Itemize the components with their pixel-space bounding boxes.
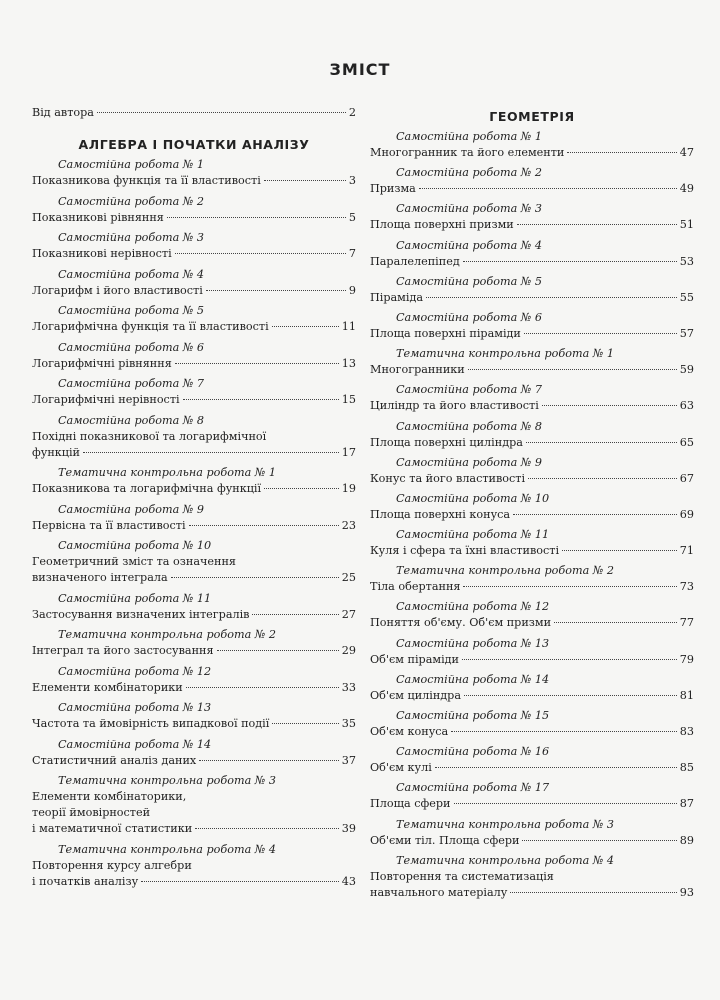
work-heading: Тематична контрольна робота № 4 (58, 842, 277, 856)
entry-line (32, 481, 356, 497)
toc-entry[interactable] (370, 129, 694, 161)
dot-leader (562, 550, 677, 551)
dot-leader (464, 695, 677, 696)
toc-entry[interactable] (370, 165, 694, 197)
work-heading: Самостійна робота № 5 (58, 304, 205, 317)
toc-entry[interactable] (370, 817, 694, 849)
entry-line (370, 652, 694, 668)
page-number: 25 (341, 571, 356, 584)
dot-leader (463, 586, 676, 587)
entry-line (370, 724, 694, 740)
dot-leader (522, 840, 676, 841)
dot-leader (435, 767, 677, 768)
entry-line (370, 796, 694, 812)
toc-entry[interactable] (370, 599, 694, 631)
entry-line (32, 570, 356, 586)
entry-line (32, 607, 356, 623)
dot-leader (97, 112, 346, 113)
section-title-algebra: АЛГЕБРА І ПОЧАТКИ АНАЛІЗУ (78, 137, 310, 152)
work-heading: Самостійна робота № 10 (58, 539, 212, 552)
dot-leader (554, 622, 677, 623)
entry-title: Показникова та логарифмічна функції (32, 482, 262, 495)
page-number: 81 (679, 688, 694, 702)
page-number: 89 (679, 833, 694, 847)
work-heading: Самостійна робота № 3 (58, 231, 205, 244)
page-number: 47 (679, 146, 694, 159)
entry-line (370, 579, 694, 595)
entry-title: Логарифм і його властивості (32, 283, 203, 297)
entry-title: Многогранник та його елементи (370, 146, 565, 159)
dot-leader (272, 723, 338, 724)
work-heading: Самостійна робота № 12 (396, 600, 550, 614)
entry-title: Конус та його властивості (370, 471, 526, 485)
algebra-column (32, 105, 356, 890)
entry-line (32, 753, 356, 769)
work-heading: Самостійна робота № 4 (396, 238, 543, 252)
entry-title: Об'єм конуса (370, 725, 449, 738)
entry-title: Об'єм піраміди (370, 652, 459, 666)
entry-line (32, 643, 356, 659)
dot-leader (524, 333, 677, 334)
work-heading: Самостійна робота № 15 (396, 709, 550, 722)
dot-leader (171, 577, 339, 578)
work-heading: Самостійна робота № 14 (396, 672, 550, 686)
page-number: 49 (679, 182, 694, 196)
page-number: 17 (341, 445, 356, 459)
entry-line (370, 435, 694, 451)
page-number: 85 (679, 761, 694, 775)
dot-leader (462, 659, 677, 660)
entry-title: теорії ймовірностей (32, 806, 151, 819)
entry-title: Елементи комбінаторики, (32, 790, 187, 803)
work-heading: Самостійна робота № 9 (58, 502, 205, 516)
entry-title: Циліндр та його властивості (370, 399, 539, 413)
page-number: 2 (348, 106, 356, 119)
entry-title: визначеного інтеграла (32, 571, 168, 584)
page-number: 65 (679, 435, 694, 449)
page-number: 71 (679, 544, 694, 558)
entry-line (370, 543, 694, 559)
entry-title: навчального матеріалу (370, 885, 508, 899)
toc-entry[interactable] (32, 773, 356, 837)
dot-leader (426, 297, 677, 298)
work-heading: Самостійна робота № 10 (396, 491, 550, 505)
entry-line (32, 210, 356, 226)
work-heading: Самостійна робота № 13 (58, 701, 212, 714)
page-number: 53 (679, 254, 694, 268)
toc-entry[interactable] (370, 346, 694, 378)
entry-line (32, 356, 356, 372)
page-number: 37 (341, 753, 356, 767)
entry-title: Площа поверхні конуса (370, 507, 511, 521)
dot-leader (419, 188, 677, 189)
page-number: 77 (679, 616, 694, 630)
dot-leader (141, 881, 339, 882)
entry-line (32, 874, 356, 890)
entry-title: Повторення та систематизація (370, 869, 554, 883)
entry-title: Многогранники (370, 363, 465, 377)
entry-title: Об'єм циліндра (370, 688, 462, 702)
toc-entry[interactable] (370, 491, 694, 523)
work-heading: Самостійна робота № 2 (396, 166, 543, 180)
toc-entry[interactable] (370, 563, 694, 595)
work-heading: Самостійна робота № 16 (396, 745, 550, 759)
dot-leader (513, 514, 677, 515)
work-heading: Самостійна робота № 11 (58, 591, 212, 605)
work-heading: Самостійна робота № 5 (396, 274, 543, 288)
entry-title: Площа сфери (370, 797, 451, 811)
toc-entry[interactable] (32, 664, 356, 696)
dot-leader (567, 152, 676, 153)
page-number: 11 (341, 320, 356, 333)
entry-title: Показникові нерівності (32, 247, 172, 260)
entry-title: Елементи комбінаторики (32, 680, 183, 694)
toc-entry[interactable] (370, 853, 694, 901)
dot-leader (199, 760, 339, 761)
dot-leader (468, 369, 677, 370)
dot-leader (528, 478, 677, 479)
entry-line (32, 821, 356, 837)
work-heading: Тематична контрольна робота № 1 (396, 347, 615, 361)
entry-title: Частота та ймовірність випадкової події (32, 717, 270, 730)
work-heading: Самостійна робота № 13 (396, 636, 550, 650)
page-number: 33 (341, 680, 356, 694)
toc-entry[interactable] (370, 310, 694, 342)
work-heading: Самостійна робота № 2 (58, 194, 205, 208)
toc-entry[interactable] (370, 455, 694, 487)
entry-title: і початків аналізу (32, 874, 139, 888)
geometry-column (370, 105, 694, 901)
dot-leader (195, 828, 339, 829)
toc-entry[interactable] (32, 591, 356, 623)
dot-leader (272, 326, 339, 327)
entry-title: Статистичний аналіз даних (32, 753, 197, 767)
toc-entry[interactable] (370, 744, 694, 776)
page-number: 55 (679, 290, 694, 304)
section-title-geometry: ГЕОМЕТРІЯ (489, 109, 575, 124)
entry-line (370, 290, 694, 306)
work-heading: Самостійна робота № 9 (396, 455, 543, 469)
entry-line (370, 181, 694, 197)
toc-entry[interactable] (32, 538, 356, 586)
page-number: 93 (679, 885, 694, 899)
page-number: 5 (348, 210, 356, 224)
work-heading: Тематична контрольна робота № 4 (396, 853, 615, 867)
entry-line (32, 392, 356, 408)
entry-line (32, 319, 356, 335)
toc-entry[interactable] (370, 527, 694, 559)
entry-title: Повторення курсу алгебри (32, 858, 192, 872)
entry-line (32, 246, 356, 262)
page-number: 57 (679, 326, 694, 340)
entry-title: Площа поверхні циліндра (370, 435, 523, 449)
dot-leader (526, 442, 677, 443)
entry-title: Об'єми тіл. Площа сфери (370, 833, 520, 847)
toc-entry[interactable] (370, 382, 694, 414)
entry-line (370, 615, 694, 631)
page-number: 3 (348, 174, 356, 187)
work-heading: Тематична контрольна робота № 1 (58, 466, 277, 479)
entry-line (370, 362, 694, 378)
entry-line (32, 283, 356, 299)
page-number: 69 (679, 507, 694, 521)
work-heading: Самостійна робота № 6 (58, 340, 205, 354)
entry-line (32, 716, 356, 732)
dot-leader (252, 614, 338, 615)
page-number: 9 (348, 283, 356, 297)
entry-title: Куля і сфера та їхні властивості (370, 544, 560, 558)
entry-line (32, 173, 356, 189)
toc-entry[interactable] (370, 780, 694, 812)
toc-entry[interactable] (32, 157, 356, 189)
work-heading: Тематична контрольна робота № 2 (396, 564, 615, 578)
page-number: 73 (679, 580, 694, 594)
entry-title: функцій (32, 445, 81, 459)
page-number: 27 (341, 607, 356, 621)
dot-leader (167, 217, 346, 218)
toc-entry[interactable] (370, 201, 694, 233)
page-number: 13 (341, 356, 356, 370)
page-number: 29 (341, 644, 356, 657)
entry-title: Від автора (32, 106, 94, 119)
dot-leader (175, 363, 339, 364)
toc-entry[interactable] (370, 708, 694, 740)
entry-title: Логарифмічні рівняння (32, 356, 172, 370)
entry-title: Піраміда (370, 290, 424, 304)
work-heading: Самостійна робота № 8 (396, 419, 543, 433)
page-number: 79 (679, 652, 694, 666)
page-number: 83 (679, 725, 694, 738)
entry-line (370, 688, 694, 704)
dot-leader (264, 180, 346, 181)
page-number: 87 (679, 797, 694, 811)
dot-leader (264, 488, 339, 489)
entry-title: Первісна та її властивості (32, 518, 186, 532)
dot-leader (463, 261, 677, 262)
page-title: ЗМІСТ (329, 60, 391, 79)
page-number: 7 (348, 247, 356, 260)
toc-entry[interactable] (370, 636, 694, 668)
entry-title: Тіла обертання (370, 580, 461, 594)
dot-leader (189, 525, 339, 526)
entry-title: Об'єм кулі (370, 761, 432, 775)
entry-title: Поняття об'єму. Об'єм призми (370, 616, 552, 630)
entry-line (32, 680, 356, 696)
toc-entry[interactable] (32, 842, 356, 890)
page-number: 63 (679, 399, 694, 413)
entry-title: Показникова функція та її властивості (32, 174, 261, 187)
algebra-entry-list (32, 157, 356, 890)
entry-line (370, 398, 694, 414)
toc-entry[interactable] (370, 672, 694, 704)
entry-line (370, 760, 694, 776)
entry-title: Похідні показникової та логарифмічної (32, 429, 267, 443)
page-number: 51 (679, 218, 694, 232)
work-heading: Самостійна робота № 17 (396, 781, 550, 795)
entry-title: Інтеграл та його застосування (32, 644, 214, 657)
dot-leader (454, 803, 677, 804)
entry-title: Логарифмічні нерівності (32, 393, 180, 406)
dot-leader (451, 731, 677, 732)
work-heading: Тематична контрольна робота № 3 (396, 817, 615, 831)
page-number: 67 (679, 471, 694, 485)
toc-entry[interactable] (32, 376, 356, 408)
work-heading: Самостійна робота № 14 (58, 737, 212, 751)
toc-entry[interactable] (32, 413, 356, 461)
entry-line (370, 507, 694, 523)
work-heading: Самостійна робота № 11 (396, 528, 550, 542)
toc-entry[interactable] (32, 340, 356, 372)
page-number: 59 (679, 363, 694, 377)
toc-entry[interactable] (32, 700, 356, 732)
dot-leader (206, 290, 346, 291)
toc-entry[interactable] (32, 303, 356, 335)
toc-entry-author[interactable] (32, 105, 356, 121)
toc-entry[interactable] (32, 465, 356, 497)
toc-entry[interactable] (32, 230, 356, 262)
work-heading: Самостійна робота № 7 (396, 383, 543, 397)
page-number: 19 (341, 482, 356, 495)
work-heading: Самостійна робота № 12 (58, 664, 212, 678)
toc-entry[interactable] (32, 267, 356, 299)
toc-entry[interactable] (32, 737, 356, 769)
dot-leader (217, 650, 339, 651)
entry-line (370, 145, 694, 161)
work-heading: Самостійна робота № 7 (58, 377, 205, 390)
page-number: 35 (341, 717, 356, 730)
entry-line (370, 254, 694, 270)
dot-leader (517, 224, 677, 225)
dot-leader (542, 405, 677, 406)
entry-title: Призма (370, 182, 416, 196)
work-heading: Тематична контрольна робота № 3 (58, 774, 277, 787)
dot-leader (83, 452, 339, 453)
dot-leader (186, 687, 339, 688)
entry-title: Застосування визначених інтегралів (32, 607, 250, 621)
entry-title: Показникові рівняння (32, 210, 164, 224)
work-heading: Самостійна робота № 3 (396, 202, 543, 216)
entry-title: Площа поверхні піраміди (370, 326, 521, 340)
toc-entry[interactable] (32, 502, 356, 534)
dot-leader (510, 892, 676, 893)
entry-title: Паралелепіпед (370, 254, 460, 268)
work-heading: Самостійна робота № 4 (58, 267, 205, 281)
work-heading: Самостійна робота № 1 (396, 130, 543, 143)
entry-line (370, 885, 694, 901)
entry-title: Геометричний зміст та означення (32, 555, 236, 568)
work-heading: Самостійна робота № 6 (396, 310, 543, 324)
page-number: 39 (341, 822, 356, 835)
entry-title: і математичної статистики (32, 822, 193, 835)
toc-entry[interactable] (370, 419, 694, 451)
toc-entry[interactable] (32, 627, 356, 659)
toc-entry[interactable] (370, 238, 694, 270)
geometry-entry-list (370, 129, 694, 901)
entry-title: Площа поверхні призми (370, 218, 514, 232)
entry-line (32, 518, 356, 534)
toc-entry[interactable] (32, 194, 356, 226)
dot-leader (183, 399, 339, 400)
entry-line (370, 471, 694, 487)
entry-line (370, 217, 694, 233)
entry-line (370, 326, 694, 342)
work-heading: Самостійна робота № 1 (58, 158, 205, 171)
page-number: 43 (341, 874, 356, 888)
entry-title: Логарифмічна функція та її властивості (32, 320, 269, 333)
entry-line (32, 445, 356, 461)
page-number: 15 (341, 393, 356, 406)
toc-entry[interactable] (370, 274, 694, 306)
work-heading: Самостійна робота № 8 (58, 413, 205, 427)
page-number: 23 (341, 518, 356, 532)
entry-line (370, 833, 694, 849)
work-heading: Тематична контрольна робота № 2 (58, 628, 277, 641)
dot-leader (175, 253, 346, 254)
